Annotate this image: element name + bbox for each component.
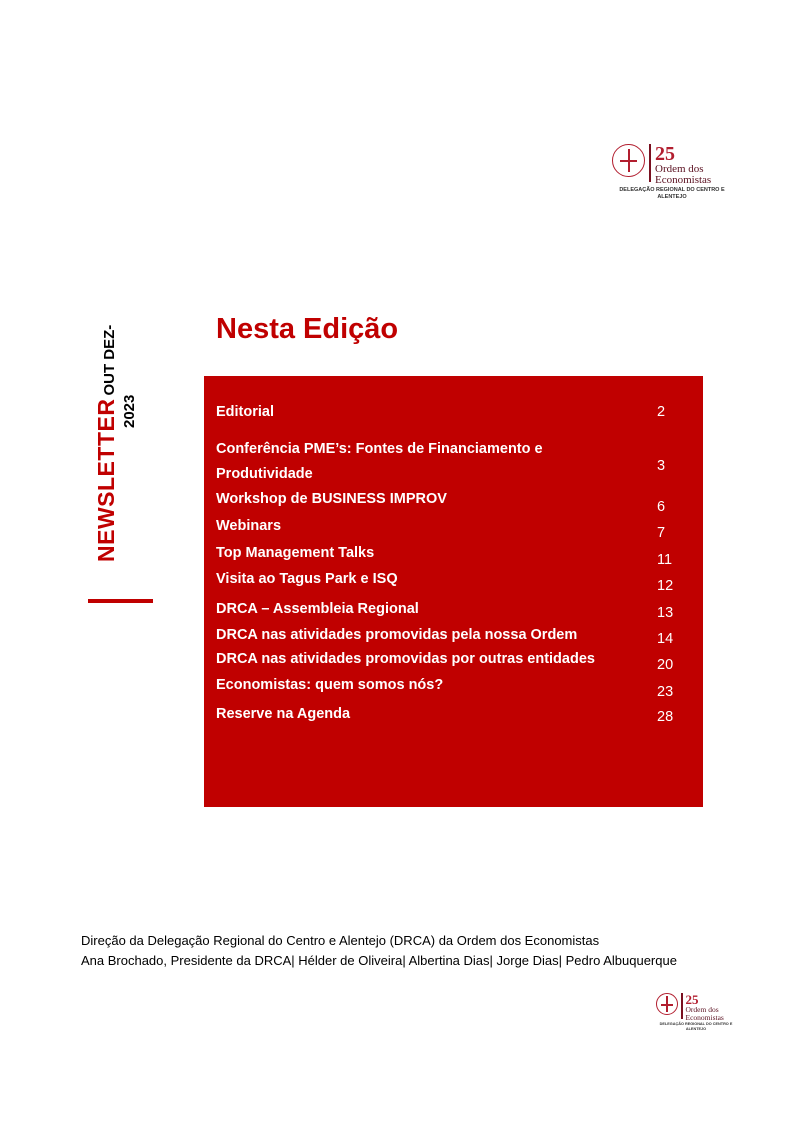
footer-line-direction: Direção da Delegação Regional do Centro e Alentejo (DRCA) da Ordem dos Economistas	[81, 933, 600, 948]
toc-item-page: 23	[657, 684, 674, 700]
toc-item-title[interactable]: Workshop de BUSINESS IMPROV	[216, 491, 447, 507]
toc-item-title[interactable]: Reserve na Agenda	[216, 706, 351, 722]
seal-icon	[612, 144, 645, 177]
footer-credits	[81, 931, 677, 971]
toc-item-title[interactable]: Economistas: quem somos nós?	[216, 677, 444, 693]
toc-item-page: 28	[657, 709, 674, 725]
logo-subtitle: DELEGAÇÃO REGIONAL DO CENTRO E ALENTEJO	[619, 187, 725, 201]
newsletter-label: NEWSLETTER	[93, 398, 119, 562]
footer-line-members: Ana Brochado, Presidente da DRCA| Hélder de Oliveira| Albertina Dias| Jorge Dias| Pedro Albuquerque	[81, 953, 677, 968]
logo-subtitle: DELEGAÇÃO REGIONAL DO CENTRO E ALENTEJO	[659, 1022, 733, 1031]
toc-item-page: 7	[657, 525, 666, 541]
toc-item-title[interactable]: Webinars	[216, 518, 282, 534]
logo-ordem-economistas-top	[612, 143, 725, 201]
logo-ordem-economistas-bottom	[656, 992, 733, 1031]
toc-item-page: 3	[657, 458, 666, 474]
red-divider	[88, 599, 153, 603]
toc-item-page: 13	[657, 605, 674, 621]
logo-number: 25	[685, 992, 699, 1007]
logo-divider	[681, 993, 683, 1019]
toc-item-page: 2	[657, 404, 666, 420]
logo-org-line1: Ordem dos	[685, 1005, 719, 1014]
newsletter-side-label	[95, 282, 155, 562]
toc-item-title[interactable]: DRCA nas atividades promovidas pela nossa Ordem	[216, 627, 578, 643]
toc-item-page: 20	[657, 657, 674, 673]
page-title: Nesta Edição	[216, 313, 399, 345]
logo-org-line1: Ordem dos	[655, 163, 704, 175]
toc-item-title[interactable]: Top Management Talks	[216, 545, 375, 561]
table-of-contents	[204, 376, 703, 807]
toc-item-page: 6	[657, 499, 666, 515]
toc-item-page: 12	[657, 578, 674, 594]
logo-divider	[649, 144, 651, 182]
toc-item-title[interactable]: Editorial	[216, 404, 275, 420]
logo-org-line2: Economistas	[655, 174, 712, 186]
logo-org-line2: Economistas	[685, 1012, 724, 1022]
seal-icon	[656, 993, 678, 1015]
toc-item-title[interactable]: DRCA nas atividades promovidas por outras entidades	[216, 651, 595, 667]
newsletter-period: OUT DEZ-	[101, 324, 118, 396]
toc-item-title[interactable]: Conferência PME’s: Fontes de Financiamento e Produtividade	[216, 441, 543, 482]
toc-item-title[interactable]: Visita ao Tagus Park e ISQ	[216, 571, 398, 587]
toc-item-page: 11	[657, 552, 673, 568]
toc-item-page: 14	[657, 631, 674, 647]
toc-item-title[interactable]: DRCA – Assembleia Regional	[216, 601, 419, 617]
logo-number: 25	[655, 143, 675, 165]
newsletter-year: 2023	[121, 394, 138, 428]
